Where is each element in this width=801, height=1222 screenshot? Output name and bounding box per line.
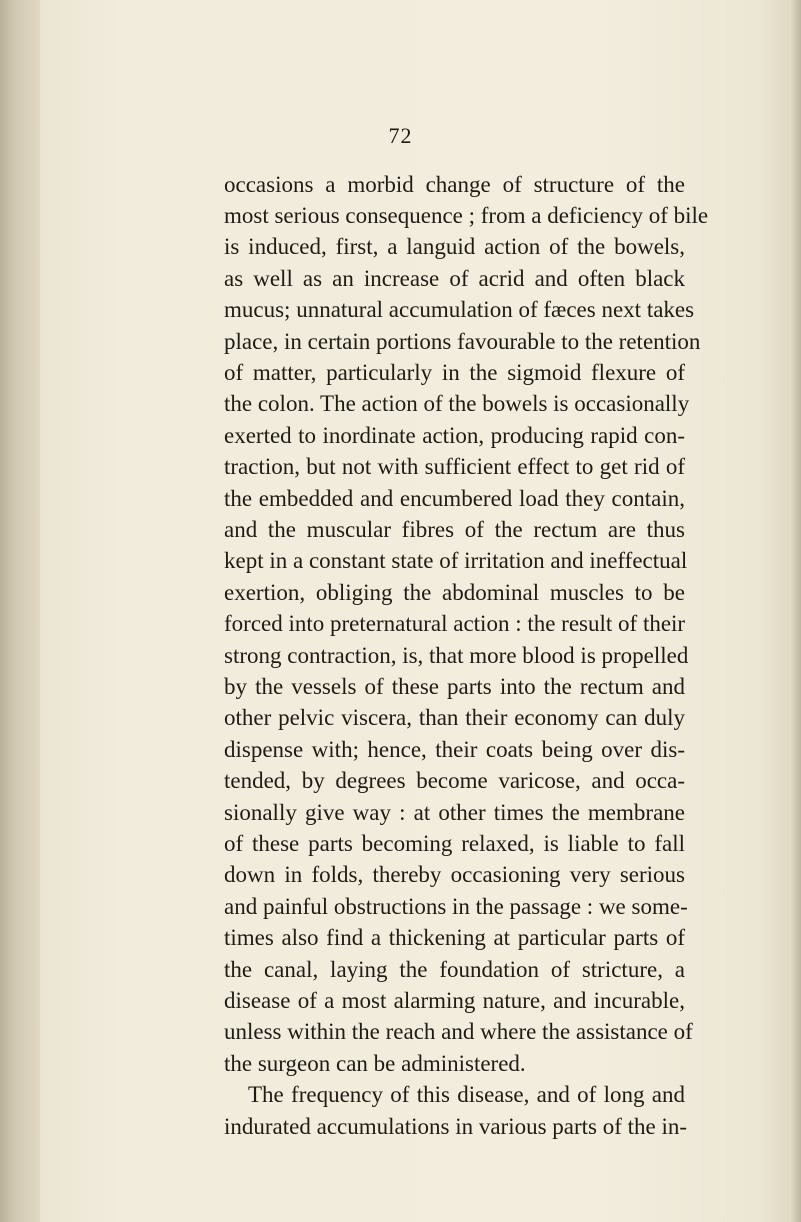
text-line: of these parts becoming relaxed, is liable to fall [224, 831, 685, 856]
text-line: times also find a thickening at particular parts of [224, 925, 685, 950]
text-line: mucus; unnatural accumulation of fæces next takes [224, 297, 695, 322]
page-number: 72 [388, 123, 413, 148]
text-line: exerted to inordinate action, producing rapid con- [224, 423, 685, 448]
text-line: traction, but not with sufficient effect to get rid of [224, 454, 685, 479]
text-line: occasions a morbid change of structure of the [224, 172, 685, 197]
text-line: dispense with; hence, their coats being over dis- [224, 737, 685, 762]
text-line: tended, by degrees become varicose, and occa- [224, 768, 685, 793]
text-line: sionally give way : at other times the membrane [224, 800, 685, 825]
text-line: the surgeon can be administered. [224, 1051, 526, 1076]
page-edge-shadow [789, 0, 801, 1222]
text-line: unless within the reach and where the assistance of [224, 1019, 693, 1044]
text-line: the colon. The action of the bowels is occasionally [224, 391, 690, 416]
text-line: exertion, obliging the abdominal muscles to be [224, 580, 685, 605]
text-line: other pelvic viscera, than their economy can duly [224, 705, 685, 730]
text-line: the embedded and encumbered load they contain, [224, 486, 685, 511]
text-line: by the vessels of these parts into the rectum and [224, 674, 685, 699]
text-line: strong contraction, is, that more blood is propelled [224, 643, 689, 668]
text-line: indurated accumulations in various parts of the in- [224, 1114, 688, 1139]
text-line: place, in certain portions favourable to the retention [224, 329, 701, 354]
text-line: forced into preternatural action : the result of their [224, 611, 686, 636]
text-line: and painful obstructions in the passage : we some- [224, 894, 688, 919]
text-line: most serious consequence ; from a deficiency of bile [224, 203, 709, 228]
text-line: kept in a constant state of irritation and ineffectual [224, 548, 688, 573]
page-binding-shadow [0, 0, 40, 1222]
text-line: down in folds, thereby occasioning very serious [224, 862, 685, 887]
text-line: as well as an increase of acrid and often black [224, 266, 685, 291]
text-line: of matter, particularly in the sigmoid flexure of [224, 360, 685, 385]
text-line: the canal, laying the foundation of stricture, a [224, 957, 685, 982]
text-line: and the muscular fibres of the rectum are thus [224, 517, 685, 542]
text-line: The frequency of this disease, and of long and [248, 1082, 685, 1107]
text-line: is induced, first, a languid action of the bowels, [224, 234, 685, 259]
text-line: disease of a most alarming nature, and incurable, [224, 988, 685, 1013]
